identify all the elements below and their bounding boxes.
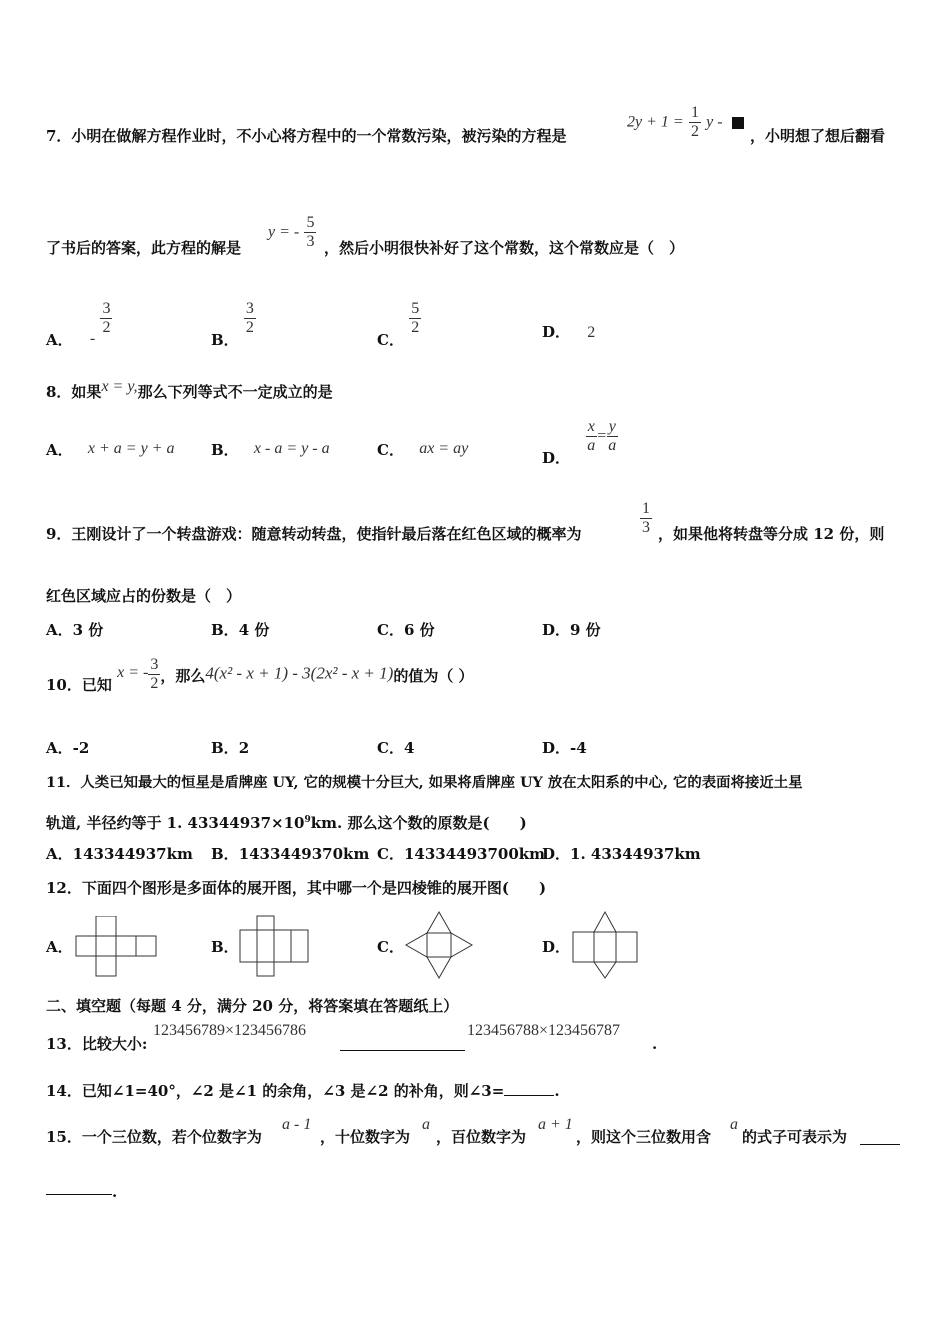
q15-line1-b (320, 1127, 410, 1147)
option-label: A． (46, 845, 73, 863)
q15-hundreds-expr: a + 1 (538, 1116, 573, 1133)
q14-answer-blank[interactable] (504, 1081, 554, 1096)
q7-line2 (46, 238, 241, 258)
q7-line2-end (324, 238, 684, 258)
q15-line1 (46, 1127, 262, 1147)
option-fraction-left (585, 418, 597, 455)
q8-option-d (542, 418, 618, 467)
q7-eq-frac-den: 2 (690, 123, 699, 140)
q13-answer-blank[interactable] (340, 1034, 465, 1051)
q14-stem: 14．已知∠1=40°，∠2 是∠1 的余角，∠3 是∠2 的补角，则∠3= (46, 1082, 505, 1100)
q9-stem-a: 9．王刚设计了一个转盘游戏：随意转动转盘，使指针最后落在红色区域的概率为 (46, 525, 582, 543)
option-label: D． (542, 621, 571, 639)
option-value: -2 (72, 739, 90, 757)
q9-option-d (542, 620, 601, 640)
q10-stem-c: 的值为（ ） (393, 666, 474, 685)
frac-den: 2 (150, 675, 159, 692)
frac-den: a (608, 437, 617, 454)
q13-line (46, 1034, 147, 1054)
option-label: B． (211, 441, 239, 459)
q10-stem-a: 10．已知 (46, 675, 112, 694)
q7-sol-fraction (304, 214, 316, 251)
q11-line2-b: km. 那么这个数的原数是( ) (310, 814, 527, 832)
ink-blot-icon (732, 117, 744, 129)
q10-option-a (46, 738, 89, 758)
q9-option-c (377, 620, 435, 640)
q11-option-a (46, 844, 193, 864)
option-value: 4 份 (238, 621, 270, 639)
frac-den: 3 (642, 519, 650, 536)
option-label: B． (211, 330, 239, 349)
frac-den: a (587, 437, 596, 454)
q15-stem-c: ，百位数字为 (436, 1128, 527, 1146)
q8-stem-b: 那么下列等式不一定成立的是 (137, 383, 333, 401)
q9-option-a (46, 620, 103, 640)
q8-option-c (377, 440, 468, 461)
option-label: A． (46, 441, 73, 459)
option-expr: x - a = y - a (253, 440, 330, 457)
q13-right-expr (467, 1020, 620, 1041)
option-label: D． (542, 845, 571, 863)
option-label: C． (377, 621, 404, 639)
q13-right: 123456788×123456787 (467, 1022, 621, 1039)
option-label: D． (542, 323, 571, 341)
q12-option-c (377, 937, 404, 957)
option-label: C． (377, 938, 404, 956)
q11-exponent: 9 (304, 815, 311, 825)
option-label: B． (211, 739, 239, 757)
option-value: 2 (238, 739, 250, 757)
q10-stem-b: ，那么 (160, 666, 206, 685)
q11-option-d (542, 844, 701, 864)
q11-line1-text: 11．人类已知最大的恒星是盾牌座 UY, 它的规模十分巨大, 如果将盾牌座 UY 放在太阳系的中心, 它的表面将接近土星 (46, 774, 803, 791)
q8-stem-a: 8．如果 (46, 383, 102, 401)
q8-stem (46, 378, 333, 403)
q10-x-fraction (148, 656, 160, 693)
option-fraction-right (606, 418, 618, 455)
q7-sol-num: 5 (306, 214, 315, 231)
q7-option-c (377, 300, 421, 349)
q10-option-d (542, 738, 587, 758)
q14-period: . (554, 1082, 560, 1100)
frac-den: 2 (102, 319, 111, 336)
q10-x-left: x = - (117, 663, 149, 681)
option-label: C． (377, 441, 404, 459)
option-value: 3 份 (72, 621, 104, 639)
triangular-prism-net-figure (571, 910, 639, 980)
q15-end (112, 1182, 117, 1202)
option-value: 6 份 (403, 621, 435, 639)
q9-probability (640, 500, 652, 537)
option-label: D． (542, 938, 571, 956)
q9-option-b (211, 620, 269, 640)
q13-period: . (652, 1035, 658, 1053)
option-value: 2 (587, 324, 596, 341)
q15-var-expr: a (730, 1116, 738, 1133)
q15-hundreds (538, 1114, 573, 1135)
q15-answer-blank-1[interactable] (860, 1130, 900, 1145)
q13-left: 123456789×123456786 (153, 1022, 307, 1039)
option-label: B． (211, 845, 239, 863)
q7-sol-left: y = - (268, 223, 300, 241)
option-label: B． (211, 621, 239, 639)
q7-solution (268, 214, 316, 251)
q15-answer-blank-2[interactable] (46, 1180, 112, 1195)
q11-option-b (211, 844, 369, 864)
option-value: -4 (570, 739, 587, 757)
option-value: 1. 43344937km (570, 845, 701, 863)
option-label: C． (377, 330, 404, 349)
q8-condition: x = y, (101, 378, 138, 395)
q15-line1-c (436, 1127, 526, 1147)
q15-var (730, 1114, 738, 1135)
q15-period: . (112, 1183, 118, 1201)
q10-expression: 4(x² - x + 1) - 3(2x² - x + 1) (205, 663, 394, 683)
option-value: 143344937km (72, 845, 193, 863)
option-label: D． (542, 448, 571, 467)
q15-units-expr: a - 1 (282, 1116, 312, 1133)
frac-num: 3 (245, 300, 254, 317)
q15-tens-expr: a (422, 1116, 430, 1133)
cube-net-figure (74, 916, 158, 978)
q10-option-b (211, 738, 249, 758)
q15-units (282, 1114, 311, 1135)
frac-num: x (587, 418, 595, 435)
q15-line1-d (576, 1127, 711, 1147)
q12-option-a (46, 937, 73, 957)
q10-stem (46, 656, 474, 693)
q12-stem (46, 878, 546, 898)
option-label: C． (377, 739, 404, 757)
option-label: A． (46, 330, 73, 349)
section2-title (46, 996, 458, 1016)
q7-stem-c: 了书后的答案，此方程的解是 (46, 239, 242, 257)
section-title: 二、填空题（每题 4 分，满分 20 分，将答案填在答题纸上） (46, 997, 459, 1015)
pyramid-net-figure (404, 910, 474, 980)
frac-num: 1 (642, 500, 650, 517)
q12-option-b (211, 937, 239, 957)
option-label: D． (542, 739, 571, 757)
q8-option-b (211, 440, 330, 461)
q7-option-d (542, 322, 595, 343)
option-label: A． (46, 938, 73, 956)
q9-prob-fraction (640, 500, 652, 537)
option-sign: - (89, 329, 96, 347)
option-label: B． (211, 938, 239, 956)
q10-option-c (377, 738, 414, 758)
option-value: 4 (403, 739, 415, 757)
option-value: 9 份 (570, 621, 601, 639)
option-eq: = (597, 427, 607, 445)
q15-stem-b: ，十位数字为 (320, 1128, 411, 1146)
q7-option-a (46, 300, 112, 349)
option-fraction (100, 300, 112, 337)
q7-sol-den: 3 (306, 233, 315, 250)
q9-stem-b: ，如果他将转盘等分成 12 份，则 (658, 525, 885, 543)
option-expr: ax = ay (419, 440, 469, 457)
q9-line2 (46, 586, 241, 606)
q13-end (652, 1034, 657, 1054)
q7-eq-fraction (689, 104, 701, 141)
option-fraction (409, 300, 421, 337)
option-value: 14334493700km (403, 845, 546, 863)
frac-num: 3 (150, 656, 159, 673)
q7-stem-b: ，小明想了想后翻看 (750, 127, 886, 145)
q7-option-b (211, 300, 256, 349)
frac-num: y (608, 418, 616, 435)
frac-den: 2 (411, 319, 420, 336)
option-expr: x + a = y + a (87, 440, 175, 457)
q14-line (46, 1081, 560, 1101)
q8-option-a (46, 440, 174, 461)
q11-line2 (46, 810, 527, 833)
q15-stem-a: 15．一个三位数，若个位数字为 (46, 1128, 262, 1146)
q7-eq-left: 2y + 1 = (627, 113, 684, 131)
frac-num: 3 (102, 300, 111, 317)
q7-stem-d: ，然后小明很快补好了这个常数，这个常数应是（ ） (324, 239, 685, 257)
q7-stem-a: 7．小明在做解方程作业时，不小心将方程中的一个常数污染，被污染的方程是 (46, 127, 567, 145)
frac-num: 5 (411, 300, 420, 317)
q13-stem: 13．比较大小: (46, 1035, 148, 1053)
option-label: A． (46, 739, 73, 757)
q9-line1 (46, 524, 581, 544)
q11-line2-a: 轨道, 半径约等于 1. 43344937×10 (46, 814, 305, 832)
q9-stem-c: 红色区域应占的份数是（ ） (46, 587, 242, 605)
q15-line1-e (742, 1127, 847, 1147)
option-label: C． (377, 845, 404, 863)
q7-eq-right: y - (706, 113, 723, 131)
q11-option-c (377, 844, 545, 864)
option-fraction (244, 300, 256, 337)
q7-line1-end (750, 126, 885, 146)
option-label: A． (46, 621, 73, 639)
q15-tens (422, 1114, 430, 1135)
q11-line1 (46, 773, 803, 793)
q9-line1-end (658, 524, 884, 544)
q7-equation (627, 104, 744, 141)
q15-stem-e: 的式子可表示为 (742, 1128, 848, 1146)
q7-eq-frac-num: 1 (690, 104, 699, 121)
prism-net-figure (238, 914, 310, 980)
q13-left-expr (153, 1020, 306, 1041)
q12-option-d (542, 937, 570, 957)
frac-den: 2 (245, 319, 254, 336)
option-value: 1433449370km (238, 845, 370, 863)
q7-line1 (46, 126, 566, 146)
q12-stem-text: 12．下面四个图形是多面体的展开图，其中哪一个是四棱锥的展开图( ) (46, 879, 547, 897)
q15-stem-d: ，则这个三位数用含 (576, 1128, 712, 1146)
